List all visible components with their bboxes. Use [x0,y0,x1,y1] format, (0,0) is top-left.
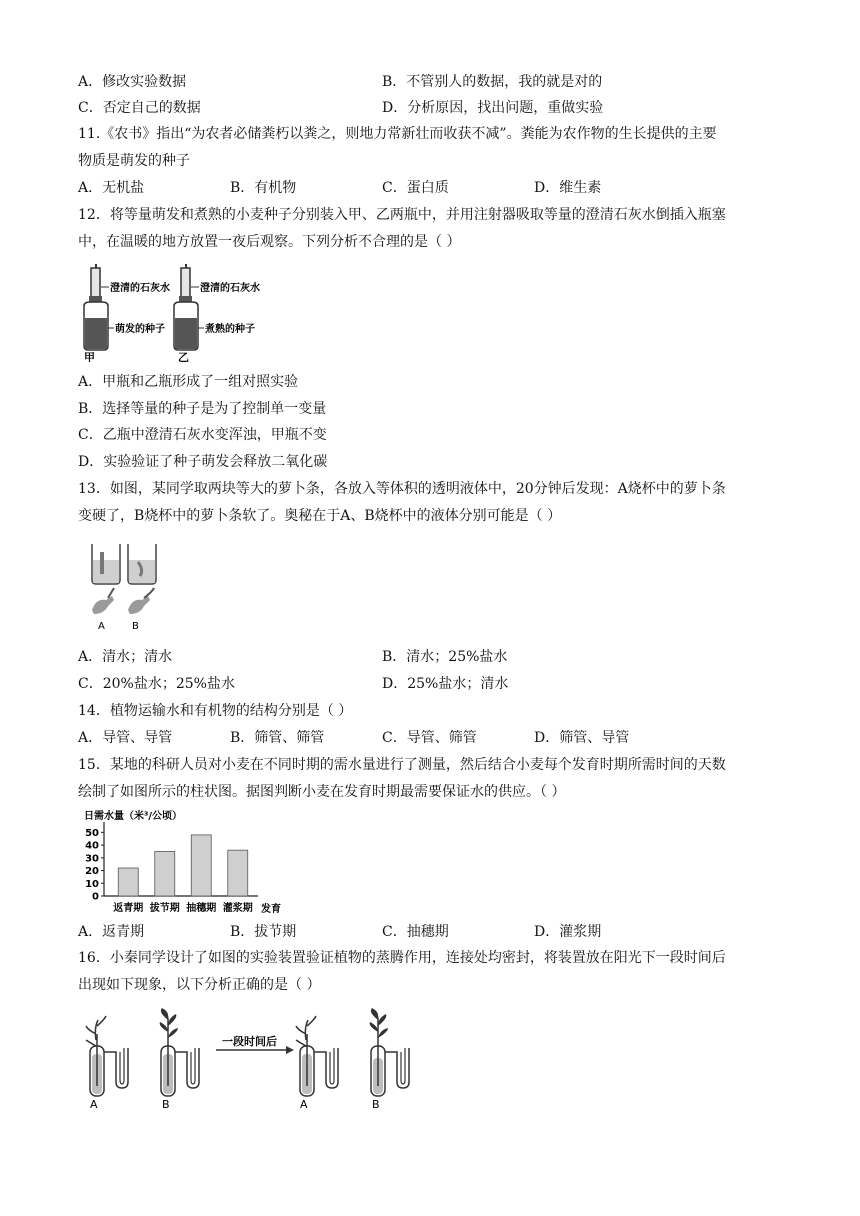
q16-stem-cont: 出现如下现象，以下分析正确的是（ ） [78,977,321,993]
q11-option-c: C．蛋白质 [382,180,449,196]
q12-figure [76,262,286,362]
q12-stem-cont: 中，在温暖的地方放置一夜后观察。下列分析不合理的是（ ） [78,234,461,250]
q14-option-c: C．导管、筛管 [382,730,477,746]
chart-y-tick-label: 30 [85,853,99,865]
apparatus-a-after-icon [296,1016,338,1096]
q11-stem-cont: 物质是萌发的种子 [78,153,190,169]
hand-a-icon [92,588,114,614]
q13-label-a: A [98,621,105,632]
q14-option-a: A．导管、导管 [78,730,173,746]
bottle-a-icon [84,264,108,350]
chart-x-tick-label: 拔节期 [149,903,180,914]
q12-stem: 12．将等量萌发和煮熟的小麦种子分别装入甲、乙两瓶中，并用注射器吸取等量的澄清石灰水倒插入瓶塞 [78,207,726,223]
chart-x-tick-label: 灌浆期 [222,903,253,914]
chart-x-tick-label: 抽穗期 [186,903,217,914]
q15-option-a: A．返青期 [78,924,145,940]
bottle-b-icon [174,264,198,350]
q13-label-b: B [132,621,139,632]
q16-figure [76,1006,436,1112]
q13-figure [86,540,166,632]
q13-stem: 13．如图，某同学取两块等大的萝卜条，各放入等体积的透明液体中，20分钟后发现：A烧杯中的萝卜条 [78,481,726,497]
chart-bar [228,850,248,896]
q10-option-a: A．修改实验数据 [78,74,187,90]
q13-option-a: A．清水；清水 [78,649,173,665]
q16-label-a-after: A [300,1098,308,1111]
q12-option-c: C．乙瓶中澄清石灰水变浑浊，甲瓶不变 [78,427,327,443]
q10-option-d: D．分析原因，找出问题，重做实验 [382,100,604,116]
apparatus-b-before-icon [160,1008,199,1096]
chart-bar [191,835,211,896]
q11-option-a: A．无机盐 [78,180,145,196]
q15-bar-chart [78,806,288,918]
q14-stem: 14．植物运输水和有机物的结构分别是（ ） [78,703,353,719]
apparatus-a-before-icon [86,1016,128,1096]
chart-y-tick-label: 50 [85,827,99,839]
q16-stem: 16．小秦同学设计了如图的实验装置验证植物的蒸腾作用，连接处均密封，将装置放在阳光下一段时间后 [78,950,726,966]
q14-option-b: B．筛管、筛管 [230,730,325,746]
q12-label-bottle-a: 甲 [84,351,95,362]
q14-option-d: D．筛管、导管 [534,730,630,746]
q15-stem-cont: 绘制了如图所示的柱状图。据图判断小麦在发育时期最需要保证水的供应。（ ） [78,784,566,800]
q11-stem: 11.《农书》指出“为农者必储粪朽以粪之，则地力常新壮而收获不减”。粪能为农作物的生长提供的主要 [78,126,717,142]
q11-option-d: D．维生素 [534,180,602,196]
q12-option-b: B．选择等量的种子是为了控制单一变量 [78,401,327,417]
q12-option-a: A．甲瓶和乙瓶形成了一组对照实验 [78,374,299,390]
q12-label-bottle-b: 乙 [178,351,189,362]
q15-option-b: B．拔节期 [230,924,297,940]
q16-label-b-after: B [372,1098,380,1111]
hand-b-icon [128,588,154,614]
chart-x-tick-label: 返青期 [113,903,144,914]
q13-option-d: D．25%盐水；清水 [382,676,509,692]
q13-stem-cont: 变硬了，B烧杯中的萝卜条软了。奥秘在于A、B烧杯中的液体分别可能是（ ） [78,508,562,524]
chart-y-tick-label: 0 [92,891,99,903]
chart-x-axis-label: 发育 [261,904,281,915]
q15-option-d: D．灌浆期 [534,924,602,940]
q12-label-seed-b: 煮熟的种子 [205,324,255,335]
q10-option-b: B．不管别人的数据，我的就是对的 [382,74,603,90]
chart-y-tick-label: 10 [85,878,99,890]
apparatus-b-after-icon [370,1008,409,1096]
beaker-b-icon [128,544,156,584]
q15-option-c: C．抽穗期 [382,924,449,940]
q12-label-seed-a: 萌发的种子 [115,324,165,335]
q16-label-a-before: A [90,1098,98,1111]
q13-option-c: C．20%盐水；25%盐水 [78,676,235,692]
q16-label-b-before: B [162,1098,170,1111]
q15-stem: 15．某地的科研人员对小麦在不同时期的需水量进行了测量，然后结合小麦每个发育时期所需时间的天数 [78,757,726,773]
q12-label-limewater-b: 澄清的石灰水 [200,283,260,294]
q12-label-limewater-a: 澄清的石灰水 [110,283,170,294]
chart-bar [118,868,138,896]
chart-y-tick-label: 40 [85,840,99,852]
q10-option-c: C．否定自己的数据 [78,100,201,116]
chart-bar [155,851,175,896]
q12-option-d: D．实验验证了种子萌发会释放二氧化碳 [78,454,328,470]
q13-option-b: B．清水；25%盐水 [382,649,508,665]
chart-y-axis-label: 日需水量（米³/公顷） [84,811,183,822]
q16-arrow-label: 一段时间后 [222,1035,277,1048]
beaker-a-icon [92,544,120,584]
q11-option-b: B．有机物 [230,180,297,196]
chart-y-tick-label: 20 [85,866,99,878]
